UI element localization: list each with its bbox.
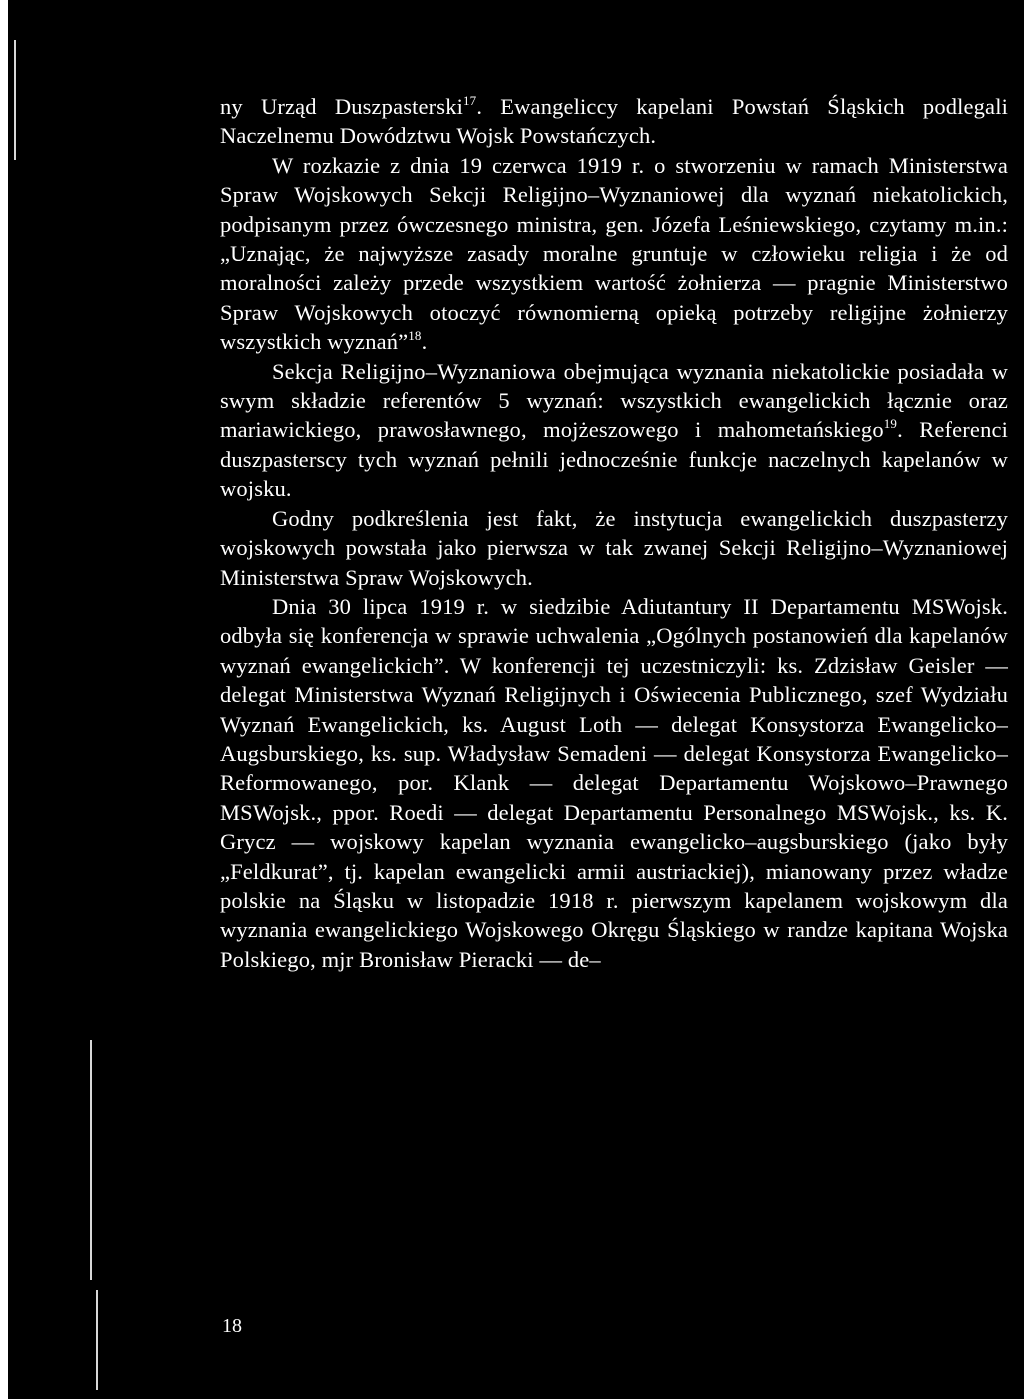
body-text bbox=[220, 92, 1008, 974]
footnote-ref: 17 bbox=[463, 93, 477, 108]
paragraph-text: . Ewangeliccy kapelani Powstań Śląskich podlegali Naczelnemu Dowództwu Wojsk Powstańczych. bbox=[220, 94, 1008, 149]
paragraph-text: ny Urząd Duszpasterski bbox=[220, 94, 464, 119]
paragraph bbox=[220, 92, 1008, 151]
scan-artifact-line bbox=[14, 40, 16, 160]
scan-artifact-line bbox=[90, 1040, 92, 1280]
paragraph bbox=[220, 357, 1008, 504]
paragraph-text: . bbox=[421, 329, 428, 355]
paragraph-text: Dnia 30 lipca 1919 r. w siedzibie Adiutantury II Departamentu MSWojsk. odbyła się konferencja w sprawie uchwalenia „Ogólnych postanowień dla kapelanów wyznań ewangelickich”. W konferencji tej uczestniczyli: ks. Zdzisław Geisler — delegat Ministerstwa Wyznań Religijnych i Oświecenia Publicznego, szef Wydziału Wyznań Ewangelickich, ks. August Loth — delegat Konsystorza Ewangelicko–Augsburskiego, ks. sup. Władysław Semadeni — delegat Konsystorza Ewangelicko–Reformowanego, por. Klank — delegat Departamentu Wojskowo–Prawnego MSWojsk., ppor. Roedi — delegat Departamentu Personalnego MSWojsk., ks. K. Grycz — wojskowy kapelan wyznania ewangelicko–augsburskiego (jako były „Feldkurat”, tj. kapelan ewangelicki armii austriackiej), mianowany przez władze polskie na Śląsku w listopadzie 1918 r. pierwszym kapelanem wojskowym dla wyznania ewangelickiego Wojskowego Okręgu Śląskiego w randze kapitana Wojska Polskiego, mjr Bronisław Pieracki — de– bbox=[220, 593, 1008, 972]
paragraph-text: Sekcja Religijno–Wyznaniowa obejmująca wyznania niekatolickie posiadała w swym składzie referentów 5 wyznań: wszystkich ewangelickich łącznie oraz mariawickiego, prawosławnego, mojżeszowego i mahometańskiego bbox=[220, 358, 1008, 443]
page-number: 18 bbox=[222, 1315, 242, 1337]
scan-edge bbox=[0, 0, 8, 1399]
paragraph bbox=[220, 151, 1008, 357]
paragraph-text: W rozkazie z dnia 19 czerwca 1919 r. o stworzeniu w ramach Ministerstwa Spraw Wojskowych Sekcji Religijno–Wyznaniowej dla wyznań niekatolickich, podpisanym przez ówczesnego ministra, gen. Józefa Leśniewskiego, czytamy m.in.: „Uznając, że najwyższe zasady moralne gruntuje w człowieku religia i że od moralności zależy przede wszystkiem wartość żołnierza — pragnie Ministerstwo Spraw Wojskowych otoczyć równomierną opieką potrzeby religijne żołnierzy wszystkich wyznań” bbox=[220, 152, 1008, 355]
footnote-ref: 19 bbox=[883, 416, 898, 432]
paragraph bbox=[220, 504, 1008, 592]
footnote-ref: 18 bbox=[408, 328, 422, 344]
paragraph-text: Godny podkreślenia jest fakt, że instytucja ewangelickich duszpasterzy wojskowych powstała jako pierwsza w tak zwanej Sekcji Religijno–Wyznaniowej Ministerstwa Spraw Wojskowych. bbox=[220, 505, 1008, 590]
paragraph-text: . Referenci duszpasterscy tych wyznań pełnili jednocześnie funkcje naczelnych kapelanów w wojsku. bbox=[220, 417, 1009, 502]
paragraph bbox=[220, 592, 1008, 974]
scan-artifact-line bbox=[96, 1290, 98, 1390]
